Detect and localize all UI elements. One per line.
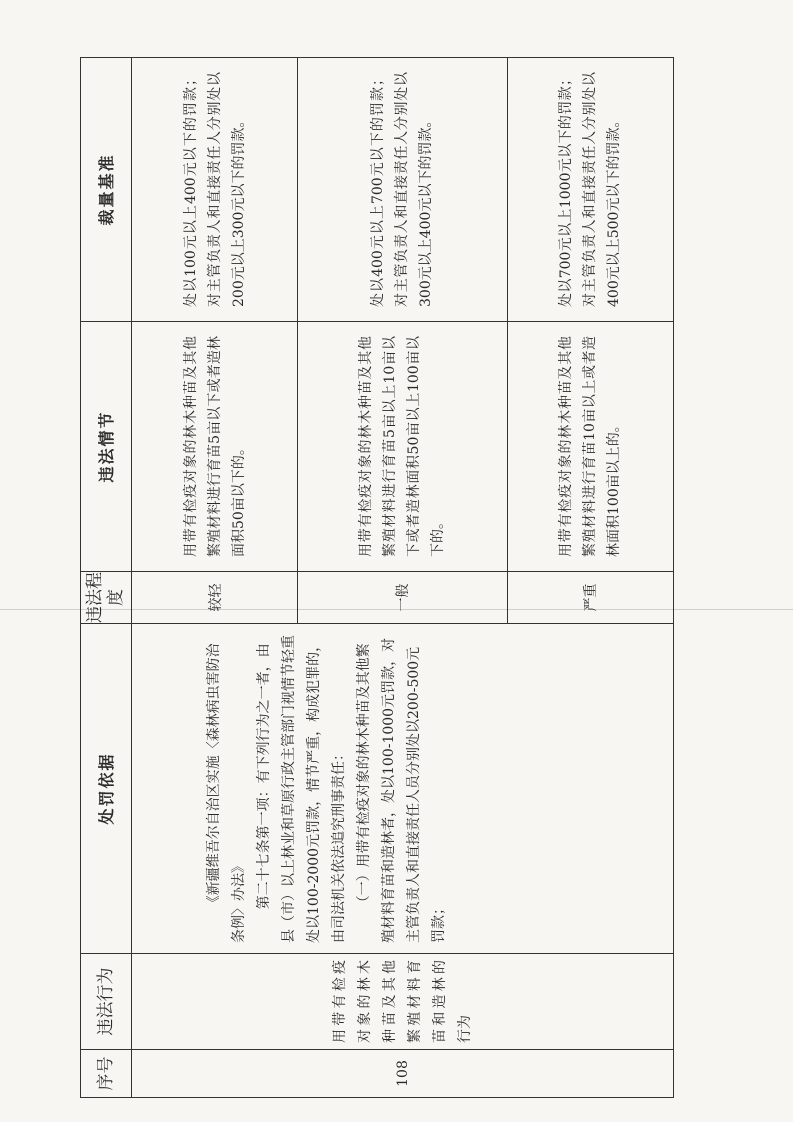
row-act: 用带有检疫对象的林木种苗及其他繁殖材料育苗和造林的行为 [132,954,674,1050]
header-seq: 序号 [81,1050,132,1098]
level-cell: 一般 [298,572,507,624]
penalty-table [80,57,674,1098]
table-row-level-1 [132,58,298,1098]
basis-article: 第二十七条第一项：有下列行为之一者，由县（市）以上林业和草原行政主管部门视情节轻重处以100-2000元罚款，情节严重，构成犯罪的，由司法机关依法追究刑事责任： [256,635,347,943]
header-act: 违法行为 [81,954,132,1050]
header-circumstance: 违法情节 [81,322,132,572]
circumstance-cell: 用带有检疫对象的林木种苗及其他繁殖材料进行育苗5亩以上10亩以下或者造林面积50亩以上100亩以下的。 [298,322,507,572]
standard-cell: 处以100元以上400元以下的罚款；对主管负责人和直接责任人分别处以200元以上300元以下的罚款。 [132,58,298,322]
header-level: 违法程度 [81,572,132,624]
circumstance-cell: 用带有检疫对象的林木种苗及其他繁殖材料进行育苗5亩以下或者造林面积50亩以下的。 [132,322,298,572]
standard-cell: 处以700元以上1000元以下的罚款；对主管负责人和直接责任人分别处以400元以上500元以下的罚款。 [507,58,673,322]
level-cell: 严重 [507,572,673,624]
level-cell: 较轻 [132,572,298,624]
circumstance-cell: 用带有检疫对象的林木种苗及其他繁殖材料进行育苗10亩以上或者造林面积100亩以上的。 [507,322,673,572]
header-basis: 处罚依据 [81,624,132,954]
basis-item: （一）用带有检疫对象的林木种苗及其他繁殖材料育苗和造林者，处以100-1000元罚款，对主管负责人和直接责任人员分别处以200-500元罚款； [356,637,447,943]
row-basis [132,624,674,954]
header-standard: 裁量基准 [81,58,132,322]
table-header-row [81,58,132,1098]
row-seq: 108 [132,1050,674,1098]
basis-title: 《新疆维吾尔自治区实施〈森林病虫害防治条例〉办法》 [206,643,247,943]
standard-cell: 处以400元以上700元以下的罚款；对主管负责人和直接责任人分别处以300元以上400元以下的罚款。 [298,58,507,322]
rotated-penalty-table [80,58,674,1098]
